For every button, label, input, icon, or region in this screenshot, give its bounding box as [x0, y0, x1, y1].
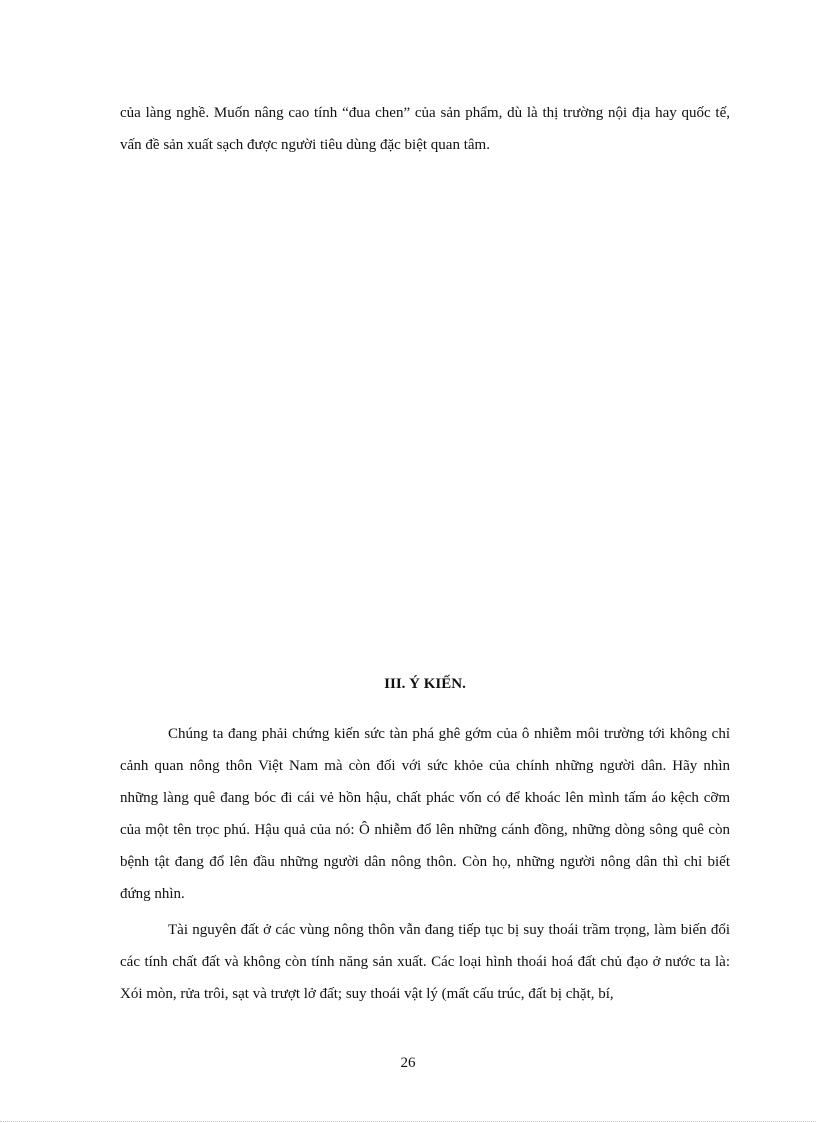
section-heading: III. Ý KIẾN.: [384, 676, 466, 692]
paragraph-opinion-2: Tài nguyên đất ở các vùng nông thôn vẫn đang tiếp tục bị suy thoái trầm trọng, làm biến đổi các tính chất đất và không còn tính năng sản xuất. Các loại hình thoái hoá đất chủ đạo ở nước ta là: Xói mòn, rửa trôi, sạt và trượt lở đất; suy thoái vật lý (mất cấu trúc, đất bị chặt, bí,: [120, 922, 730, 1002]
page-number: 26: [400, 1055, 416, 1071]
paragraph-opinion-1: Chúng ta đang phải chứng kiến sức tàn phá ghê gớm của ô nhiễm môi trường tới không chỉ cảnh quan nông thôn Việt Nam mà còn đối với sức khỏe của chính những người dân. Hãy nhìn những làng quê đang bóc đi cái vẻ hồn hậu, chất phác vốn có để khoác lên mình tấm áo kệch cỡm của một tên trọc phú. Hậu quả của nó: Ô nhiễm đổ lên những cánh đồng, những dòng sông quê còn bệnh tật đang đổ lên đầu những người dân nông thôn. Còn họ, những người nông dân thì chỉ biết đứng nhìn.: [120, 726, 730, 902]
paragraph-continued: của làng nghề. Muốn nâng cao tính “đua chen” của sản phẩm, dù là thị trường nội địa hay quốc tế, vấn đề sản xuất sạch được người tiêu dùng đặc biệt quan tâm.: [120, 105, 730, 153]
page-bottom-divider: [0, 1121, 816, 1122]
